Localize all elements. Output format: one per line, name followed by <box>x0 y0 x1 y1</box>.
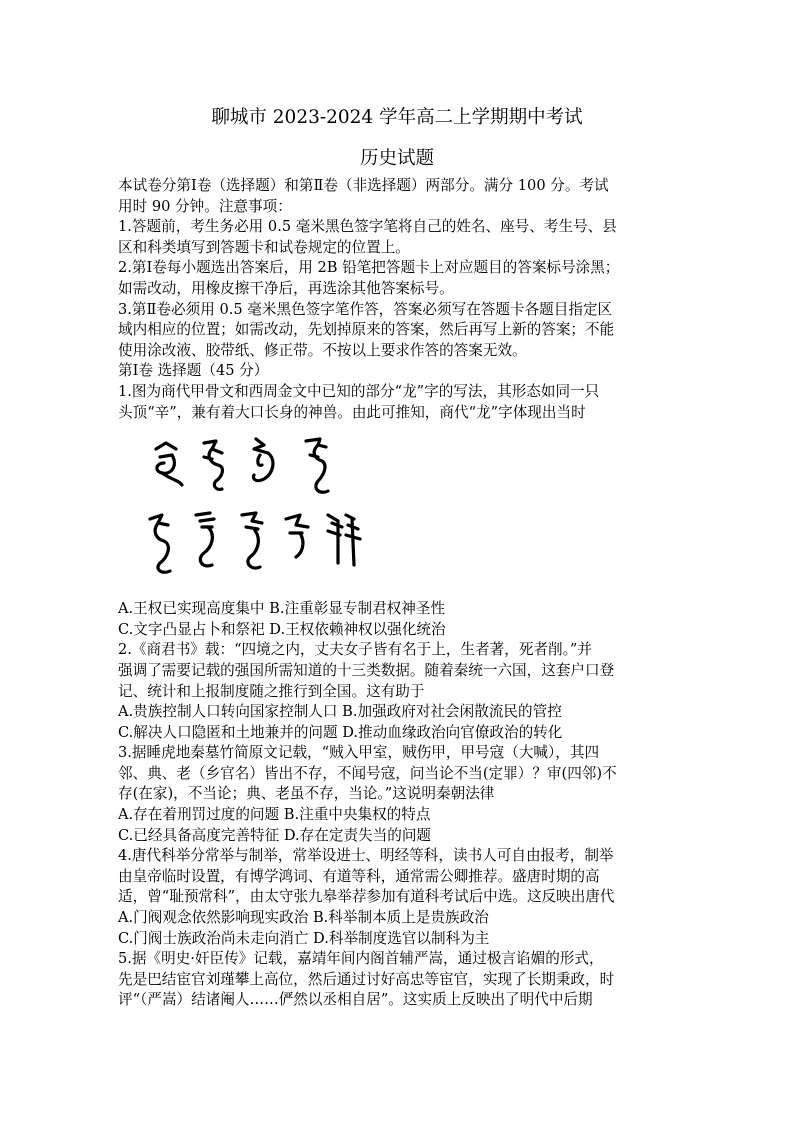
dragon-glyph-icon <box>242 513 262 568</box>
option-line: A.存在着刑罚过度的问题 B.注重中央集权的特点 <box>118 806 431 824</box>
question-line: 强调了需要记载的强国所需知道的十三类数据。随着秦统一六国，这套户口登 <box>118 661 615 679</box>
question-line: 由皇帝临时设置，有博学鸿词、有道等科，通常需公卿推荐。盛唐时期的高 <box>118 867 600 885</box>
question-line: 存(在家)，不当论；典、老虽不存，当论。”这说明秦朝法律 <box>118 785 495 803</box>
dragon-glyph-icon <box>204 441 222 489</box>
intro-line: 用时 90 分钟。注意事项： <box>118 197 292 215</box>
question-line: 适，曾“耻预常科”，由太守张九皋举荐参加有道科考试后中选。这反映出唐代 <box>118 888 615 906</box>
question-line: 先是巴结宦官刘瑾攀上高位，然后通过讨好高忠等宦官，实现了长期秉政，时 <box>118 970 615 988</box>
dragon-glyph-icon <box>253 439 272 481</box>
question-line: 头顶“辛”，兼有着大口长身的神兽。由此可推知，商代“龙”字体现出当时 <box>118 403 586 421</box>
exam-body <box>118 176 678 1011</box>
question-line: 3.据睡虎地秦墓竹简原文记载，“贼入甲室，贼伤甲，甲号寇（大喊），其四 <box>118 744 600 762</box>
option-line: C.解决人口隐匿和土地兼并的问题 D.推动血缘政治向官僚政治的转化 <box>118 723 563 741</box>
question-line: 记、统计和上报制度随之推行到全国。这有助于 <box>118 682 425 700</box>
question-line: 4.唐代科举分常举与制举，常举设进士、明经等科，读书人可自由报考，制举 <box>118 847 614 865</box>
dragon-glyph-icon <box>286 515 308 557</box>
question-line: 邻、典、老（乡官名）皆出不存，不闻号寇，问当论不当(定罪）？审(四邻)不 <box>118 764 617 782</box>
option-line: C.文字凸显占卜和祭祀 D.王权依赖神权以强化统治 <box>118 620 446 638</box>
dragon-glyph-icon <box>150 515 170 572</box>
dragon-glyph-icon <box>156 443 182 485</box>
question-line: 5.据《明史·奸臣传》记载，嘉靖年间内阁首辅严嵩，通过极言谄媚的形式， <box>118 950 604 968</box>
dragon-glyph-icon <box>306 439 328 492</box>
page-title: 聊城市 2023-2024 学年高二上学期期中考试 <box>211 107 583 128</box>
instruction-line: 3.第Ⅱ卷必须用 0.5 毫米黑色签字笔作答，答案必须写在答题卡各题目指定区 <box>118 300 613 318</box>
page-subtitle: 历史试题 <box>359 148 434 169</box>
question-line: 2.《商君书》载：“四境之内，丈夫女子皆有名于上，生者著，死者削。”并 <box>118 641 592 659</box>
question-line: 评“（严嵩）结诸阉人……俨然以丞相自居”。这实质上反映出了明代中后期 <box>118 991 593 1009</box>
question-line: 1.图为商代甲骨文和西周金文中已知的部分“龙”字的写法，其形态如同一只 <box>118 382 600 400</box>
option-line: A.贵族控制人口转向国家控制人口 B.加强政府对社会闲散流民的管控 <box>118 703 562 721</box>
dragon-glyphs-figure <box>142 435 382 585</box>
intro-line: 本试卷分第Ⅰ卷（选择题）和第Ⅱ卷（非选择题）两部分。满分 100 分。考试 <box>118 177 609 194</box>
instruction-line: 1.答题前，考生务必用 0.5 毫米黑色签字笔将自己的姓名、座号、考生号、县 <box>118 218 617 236</box>
option-line: C.门阀士族政治尚未走向消亡 D.科举制度选官以制科为主 <box>118 929 490 947</box>
instruction-line: 2.第Ⅰ卷每小题选出答案后，用 2B 铅笔把答题卡上对应题目的答案标号涂黑； <box>118 259 620 277</box>
dragon-glyph-icon <box>328 515 360 565</box>
option-line: C.已经具备高度完善特征 D.存在定责失当的问题 <box>118 826 432 844</box>
instruction-line: 如需改动，用橡皮擦干净后，再选涂其他答案标号。 <box>118 279 454 297</box>
dragon-glyph-icon <box>196 513 214 566</box>
instruction-line: 使用涂改液、胶带纸、修正带。不按以上要求作答的答案无效。 <box>118 341 527 359</box>
option-line: A.王权已实现高度集中 B.注重彰显专制君权神圣性 <box>118 600 446 618</box>
option-line: A.门阀观念依然影响现实政治 B.科举制本质上是贵族政治 <box>118 909 489 927</box>
instruction-line: 区和科类填写到答题卡和试卷规定的位置上。 <box>118 238 410 256</box>
instruction-line: 域内相应的位置；如需改动，先划掉原来的答案，然后再写上新的答案；不能 <box>118 321 615 339</box>
section-heading: 第Ⅰ卷 选择题（45 分） <box>118 362 269 380</box>
